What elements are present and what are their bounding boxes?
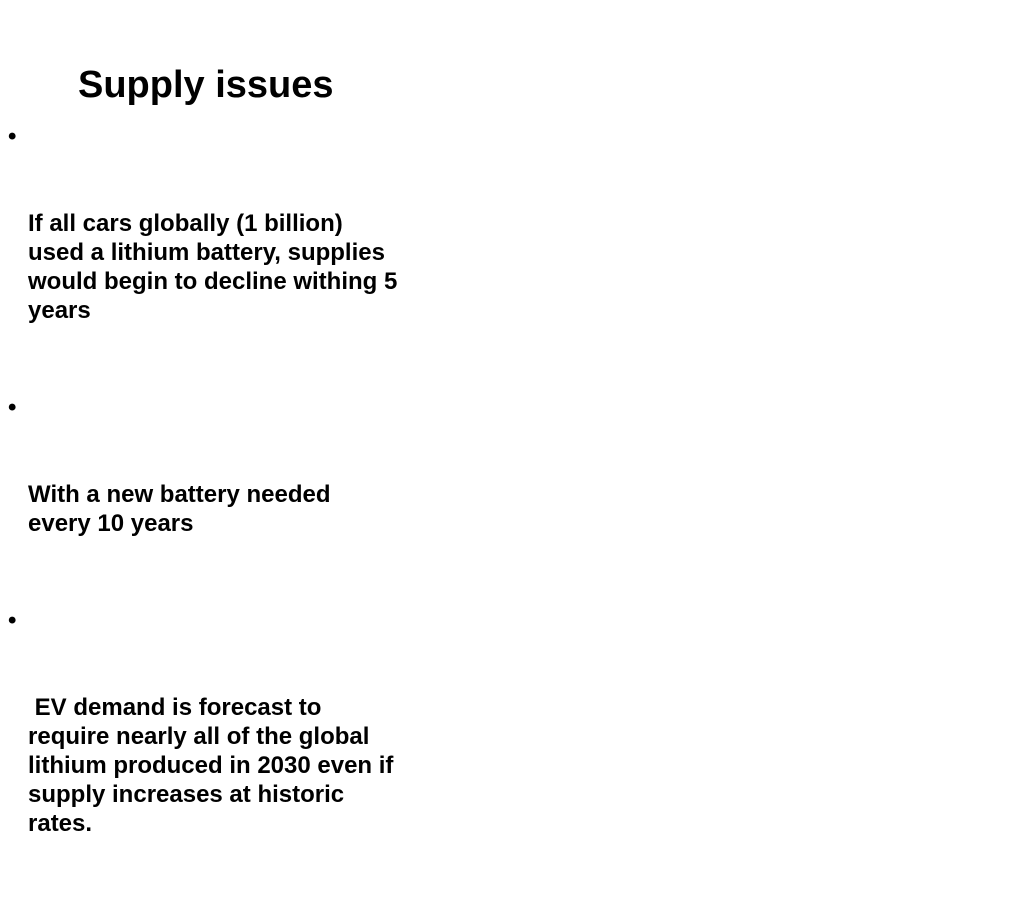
bullet-list	[8, 122, 404, 906]
bullet-marker: •	[8, 123, 17, 150]
bullet-text: EV demand is forecast to require nearly all of the global lithium produced in 2030 even if supply increases at historic rates.	[28, 694, 401, 837]
bullet-text: With a new battery needed every 10 years	[28, 481, 338, 537]
bullet-item	[8, 122, 404, 383]
bullet-text: If all cars globally (1 billion) used a lithium battery, supplies would begin to decline withing 5 years	[28, 210, 404, 324]
slide-title: Supply issues	[78, 64, 334, 106]
bullet-marker: •	[8, 607, 17, 634]
bullet-item	[8, 393, 398, 596]
bullet-item	[8, 606, 401, 896]
bullet-marker: •	[8, 394, 17, 421]
